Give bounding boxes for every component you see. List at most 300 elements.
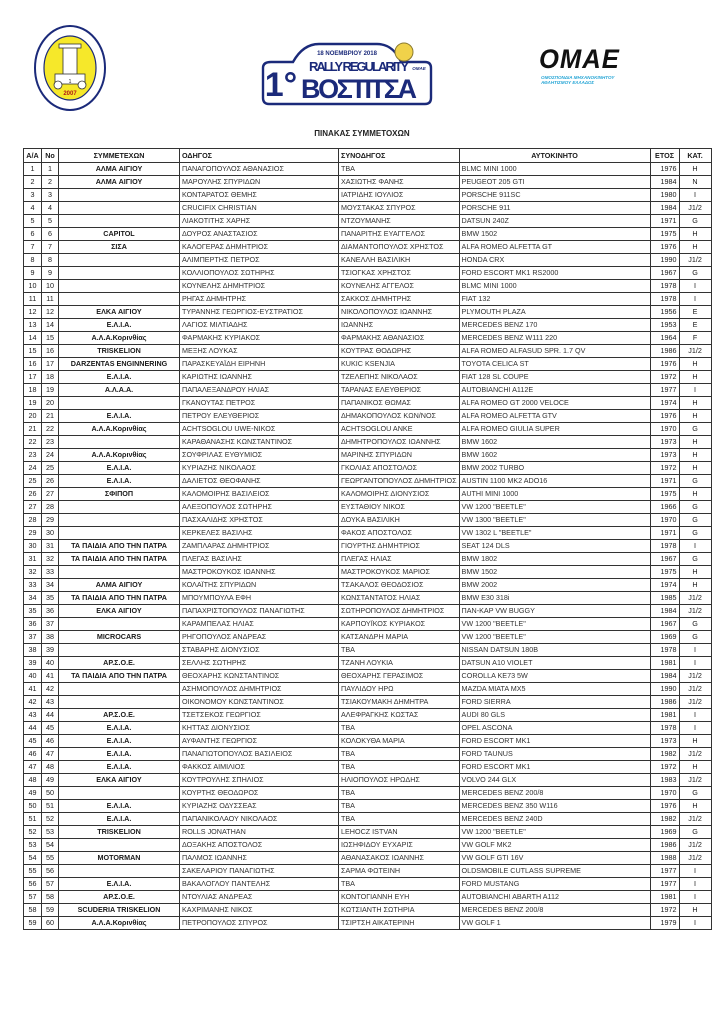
cell-participant: [59, 696, 180, 709]
cell-codriver: ΕΥΣΤΑΘΙΟΥ ΝΙΚΟΣ: [339, 501, 460, 514]
cell-codriver: ΔΙΑΜΑΝΤΟΠΟΥΛΟΣ ΧΡΗΣΤΟΣ: [339, 241, 460, 254]
cell-no: 14: [42, 319, 59, 332]
cell-category: H: [679, 371, 711, 384]
cell-car: VW 1302 L "BEETLE": [459, 527, 650, 540]
cell-codriver: ΝΙΚΟΛΟΠΟΥΛΟΣ ΙΩΑΝΝΗΣ: [339, 306, 460, 319]
cell-category: E: [679, 319, 711, 332]
cell-aa: 43: [24, 709, 42, 722]
cell-codriver: ΧΑΣΙΩΤΗΣ ΦΑΝΗΣ: [339, 176, 460, 189]
cell-driver: ΛΙΑΚΟΤΙΤΗΣ ΧΑΡΗΣ: [180, 215, 339, 228]
cell-car: BMW 2002 TURBO: [459, 462, 650, 475]
table-row: [24, 709, 712, 722]
cell-participant: DARZENTAS ENGINNERING: [59, 358, 180, 371]
cell-driver: ΚΟΛΛΙΟΠΟΥΛΟΣ ΣΩΤΗΡΗΣ: [180, 267, 339, 280]
cell-participant: [59, 267, 180, 280]
cell-category: H: [679, 488, 711, 501]
cell-category: G: [679, 553, 711, 566]
cell-aa: 1: [24, 163, 42, 176]
rally-subtitle: RALLY REGULARITY: [309, 59, 409, 74]
cell-category: I: [679, 384, 711, 397]
table-row: [24, 462, 712, 475]
cell-driver: ΣΟΥΦΡΙΛΑΣ ΕΥΘΥΜΙΟΣ: [180, 449, 339, 462]
cell-car: OLDSMOBILE CUTLASS SUPREME: [459, 865, 650, 878]
cell-codriver: ΗΛΙΟΠΟΥΛΟΣ ΗΡΩΔΗΣ: [339, 774, 460, 787]
cell-no: 4: [42, 202, 59, 215]
cell-participant: MOTORMAN: [59, 852, 180, 865]
cell-year: 1990: [650, 254, 679, 267]
cell-year: 1981: [650, 891, 679, 904]
cell-codriver: ΣΑΚΚΟΣ ΔΗΜΗΤΡΗΣ: [339, 293, 460, 306]
cell-participant: CAPITOL: [59, 228, 180, 241]
omae-subtitle: ΟΜΟΣΠΟΝΔΙΑ ΜΗΧΑΝΟΚΙΝΗΤΟΥ ΑΘΛΗΤΙΣΜΟΥ ΕΛΛΑΔΟΣ: [541, 75, 615, 86]
cell-no: 37: [42, 618, 59, 631]
cell-no: 59: [42, 904, 59, 917]
cell-aa: 46: [24, 748, 42, 761]
table-row: [24, 644, 712, 657]
cell-codriver: ΚΟΥΤΡΑΣ ΘΟΔΩΡΗΣ: [339, 345, 460, 358]
cell-year: 1972: [650, 904, 679, 917]
table-row: [24, 488, 712, 501]
cell-category: H: [679, 241, 711, 254]
cell-car: ALFA ROMEO GT 2000 VELOCE: [459, 397, 650, 410]
cell-participant: Α.Λ.Α.Κορινθίας: [59, 423, 180, 436]
cell-codriver: ΦΑΚΟΣ ΑΠΟΣΤΟΛΟΣ: [339, 527, 460, 540]
cell-year: 1974: [650, 579, 679, 592]
cell-aa: 37: [24, 631, 42, 644]
cell-driver: ΝΤΟΥΛΙΑΣ ΑΝΔΡΕΑΣ: [180, 891, 339, 904]
cell-participant: ΤΑ ΠΑΙΔΙΑ ΑΠΟ ΤΗΝ ΠΑΤΡΑ: [59, 540, 180, 553]
cell-codriver: ΦΑΡΜΑΚΗΣ ΑΘΑΝΑΣΙΟΣ: [339, 332, 460, 345]
table-row: [24, 722, 712, 735]
cell-participant: ΑΡ.Σ.Ο.Ε.: [59, 657, 180, 670]
table-row: [24, 176, 712, 189]
cell-participant: Ε.Λ.Ι.Α.: [59, 475, 180, 488]
cell-participant: Α.Λ.Α.Α.: [59, 384, 180, 397]
table-header-row: [24, 149, 712, 163]
cell-year: 1973: [650, 449, 679, 462]
cell-no: 31: [42, 540, 59, 553]
cell-codriver: ΘΕΟΧΑΡΗΣ ΓΕΡΑΣΙΜΟΣ: [339, 670, 460, 683]
cell-aa: 4: [24, 202, 42, 215]
cell-no: 40: [42, 657, 59, 670]
cell-category: H: [679, 761, 711, 774]
cell-year: 1975: [650, 566, 679, 579]
cell-driver: ΡΗΓΟΠΟΥΛΟΣ ΑΝΔΡΕΑΣ: [180, 631, 339, 644]
cell-driver: ΤΣΕΤΣΕΚΟΣ ΓΕΩΡΓΙΟΣ: [180, 709, 339, 722]
cell-car: PORSCHE 911: [459, 202, 650, 215]
cell-participant: Ε.Λ.Ι.Α.: [59, 878, 180, 891]
cell-no: 3: [42, 189, 59, 202]
cell-car: VW GOLF 1: [459, 917, 650, 930]
table-row: [24, 813, 712, 826]
cell-year: 1975: [650, 228, 679, 241]
cell-car: SEAT 124 DLS: [459, 540, 650, 553]
cell-car: BMW 1602: [459, 449, 650, 462]
cell-car: PLYMOUTH PLAZA: [459, 306, 650, 319]
cell-no: 1: [42, 163, 59, 176]
table-row: [24, 540, 712, 553]
cell-year: 1978: [650, 644, 679, 657]
cell-codriver: ΤΒΑ: [339, 644, 460, 657]
cell-driver: ΜΑΣΤΡΟΚΟΥΚΟΣ ΙΩΑΝΝΗΣ: [180, 566, 339, 579]
cell-participant: [59, 683, 180, 696]
club-emblem-logo: [33, 24, 107, 112]
table-row: [24, 865, 712, 878]
cell-aa: 44: [24, 722, 42, 735]
cell-codriver: ΔΗΜΑΚΟΠΟΥΛΟΣ ΚΩΝ/ΝΟΣ: [339, 410, 460, 423]
table-row: [24, 553, 712, 566]
cell-category: H: [679, 566, 711, 579]
cell-no: 25: [42, 462, 59, 475]
cell-driver: ΚΑΛΟΜΟΙΡΗΣ ΒΑΣΙΛΕΙΟΣ: [180, 488, 339, 501]
cell-participant: Α.Λ.Α.Κορινθίας: [59, 449, 180, 462]
cell-participant: [59, 787, 180, 800]
cell-category: H: [679, 462, 711, 475]
cell-participant: [59, 566, 180, 579]
cell-car: MERCEDES BENZ 200/8: [459, 787, 650, 800]
cell-no: 5: [42, 215, 59, 228]
cell-participant: ΑΛΜΑ ΑΙΓΙΟΥ: [59, 163, 180, 176]
rally-plate-logo: [259, 38, 435, 106]
table-row: [24, 449, 712, 462]
cell-aa: 23: [24, 449, 42, 462]
cell-aa: 58: [24, 904, 42, 917]
table-row: [24, 293, 712, 306]
cell-no: 46: [42, 735, 59, 748]
cell-codriver: ΚΟΥΝΕΛΗΣ ΑΓΓΕΛΟΣ: [339, 280, 460, 293]
cell-codriver: ΓΕΩΡΓΑΝΤΟΠΟΥΛΟΣ ΔΗΜΗΤΡΙΟΣ: [339, 475, 460, 488]
cell-no: 53: [42, 826, 59, 839]
cell-category: J1/2: [679, 345, 711, 358]
table-row: [24, 748, 712, 761]
entry-list-table: [23, 148, 712, 930]
cell-aa: 20: [24, 410, 42, 423]
cell-year: 1969: [650, 826, 679, 839]
cell-aa: 36: [24, 618, 42, 631]
cell-category: H: [679, 800, 711, 813]
cell-no: 47: [42, 748, 59, 761]
cell-codriver: ΚΟΛΟΚΥΘΑ ΜΑΡΙΑ: [339, 735, 460, 748]
cell-codriver: ΜΟΥΣΤΑΚΑΣ ΣΠΥΡΟΣ: [339, 202, 460, 215]
cell-car: BMW 1602: [459, 436, 650, 449]
cell-car: MERCEDES BENZ 350 W116: [459, 800, 650, 813]
cell-codriver: ΠΛΕΓΑΣ ΗΛΙΑΣ: [339, 553, 460, 566]
cell-car: FORD MUSTANG: [459, 878, 650, 891]
cell-no: 24: [42, 449, 59, 462]
table-row: [24, 657, 712, 670]
cell-category: H: [679, 904, 711, 917]
table-row: [24, 631, 712, 644]
cell-codriver: ΤΒΑ: [339, 163, 460, 176]
table-row: [24, 371, 712, 384]
cell-no: 29: [42, 514, 59, 527]
cell-no: 21: [42, 410, 59, 423]
cell-year: 1974: [650, 397, 679, 410]
table-row: [24, 163, 712, 176]
cell-car: FIAT 132: [459, 293, 650, 306]
cell-category: I: [679, 709, 711, 722]
cell-year: 1984: [650, 605, 679, 618]
cell-no: 43: [42, 696, 59, 709]
cell-driver: ΣΑΚΕΛΑΡΙΟΥ ΠΑΝΑΓΙΩΤΗΣ: [180, 865, 339, 878]
cell-car: PEUGEOT 205 GTI: [459, 176, 650, 189]
cell-codriver: ΤΒΑ: [339, 813, 460, 826]
cell-car: BMW E30 318i: [459, 592, 650, 605]
cell-category: I: [679, 189, 711, 202]
table-row: [24, 189, 712, 202]
cell-codriver: ΙΩΑΝΝΗΣ: [339, 319, 460, 332]
cell-car: COROLLA KE73 5W: [459, 670, 650, 683]
cell-category: I: [679, 722, 711, 735]
cell-participant: Ε.Λ.Ι.Α.: [59, 748, 180, 761]
cell-driver: ΑΣΗΜΟΠΟΥΛΟΣ ΔΗΜΗΤΡΙΟΣ: [180, 683, 339, 696]
cell-year: 1985: [650, 592, 679, 605]
table-row: [24, 826, 712, 839]
cell-car: BMW 1802: [459, 553, 650, 566]
cell-category: J1/2: [679, 670, 711, 683]
cell-driver: ΜΕΞΗΣ ΛΟΥΚΑΣ: [180, 345, 339, 358]
cell-car: ALFA ROMEO ALFETTA GT: [459, 241, 650, 254]
cell-year: 1976: [650, 163, 679, 176]
cell-no: 33: [42, 566, 59, 579]
cell-year: 1986: [650, 345, 679, 358]
cell-category: J1/2: [679, 605, 711, 618]
cell-year: 1976: [650, 241, 679, 254]
cell-no: 26: [42, 475, 59, 488]
cell-no: 16: [42, 345, 59, 358]
header-codriver: ΣΥΝΟΔΗΓΟΣ: [339, 149, 460, 163]
cell-driver: ΚΑΡΙΩΤΗΣ ΙΩΑΝΝΗΣ: [180, 371, 339, 384]
cell-car: MERCEDES BENZ 170: [459, 319, 650, 332]
cell-year: 1978: [650, 540, 679, 553]
cell-codriver: ΤΒΑ: [339, 748, 460, 761]
cell-codriver: ΚΑΛΟΜΟΙΡΗΣ ΔΙΟΝΥΣΙΟΣ: [339, 488, 460, 501]
cell-year: 1971: [650, 527, 679, 540]
cell-year: 1967: [650, 618, 679, 631]
cell-car: ALFA ROMEO ALFETTA GTV: [459, 410, 650, 423]
cell-driver: ΚΑΡΑΘΑΝΑΣΗΣ ΚΩΝΣΤΑΝΤΙΝΟΣ: [180, 436, 339, 449]
cell-car: MERCEDES BENZ 240D: [459, 813, 650, 826]
cell-participant: ΑΡ.Σ.Ο.Ε.: [59, 709, 180, 722]
cell-codriver: ΤΒΑ: [339, 787, 460, 800]
cell-aa: 25: [24, 475, 42, 488]
cell-car: AUTOBIANCHI ABARTH A112: [459, 891, 650, 904]
cell-car: MERCEDES BENZ W111 220: [459, 332, 650, 345]
cell-aa: 29: [24, 527, 42, 540]
cell-car: VW 1200 "BEETLE": [459, 631, 650, 644]
cell-codriver: ΠΑΝΑΡΙΤΗΣ ΕΥΑΓΓΕΛΟΣ: [339, 228, 460, 241]
cell-no: 28: [42, 501, 59, 514]
cell-codriver: KUKIC KSENJIA: [339, 358, 460, 371]
cell-driver: ΚΑΧΡΙΜΑΝΗΣ ΝΙΚΟΣ: [180, 904, 339, 917]
cell-driver: ΡΗΓΑΣ ΔΗΜΗΤΡΗΣ: [180, 293, 339, 306]
table-row: [24, 579, 712, 592]
cell-no: 8: [42, 254, 59, 267]
cell-participant: [59, 618, 180, 631]
cell-aa: 10: [24, 280, 42, 293]
cell-year: 1988: [650, 852, 679, 865]
cell-no: 34: [42, 579, 59, 592]
cell-aa: 42: [24, 696, 42, 709]
cell-year: 1966: [650, 501, 679, 514]
cell-category: G: [679, 631, 711, 644]
cell-aa: 26: [24, 488, 42, 501]
cell-no: 42: [42, 683, 59, 696]
cell-category: G: [679, 826, 711, 839]
cell-codriver: ΠΑΥΛΙΔΟΥ ΗΡΩ: [339, 683, 460, 696]
cell-codriver: ΝΤΖΟΥΜΑΝΗΣ: [339, 215, 460, 228]
cell-category: H: [679, 228, 711, 241]
header-no: No: [42, 149, 59, 163]
table-row: [24, 683, 712, 696]
cell-car: AUTHI MINI 1000: [459, 488, 650, 501]
table-row: [24, 241, 712, 254]
cell-codriver: ΚΩΝΣΤΑΝΤΑΤΟΣ ΗΛΙΑΣ: [339, 592, 460, 605]
cell-category: H: [679, 410, 711, 423]
table-row: [24, 280, 712, 293]
cell-no: 55: [42, 852, 59, 865]
cell-car: FORD ESCORT MK1 RS2000: [459, 267, 650, 280]
cell-aa: 57: [24, 891, 42, 904]
cell-driver: ΤΥΡΑΝΝΗΣ ΓΕΩΡΓΙΟΣ-ΕΥΣΤΡΑΤΙΟΣ: [180, 306, 339, 319]
cell-category: J1/2: [679, 839, 711, 852]
table-row: [24, 267, 712, 280]
cell-category: G: [679, 215, 711, 228]
table-row: [24, 839, 712, 852]
cell-category: H: [679, 449, 711, 462]
cell-aa: 14: [24, 332, 42, 345]
cell-category: I: [679, 917, 711, 930]
cell-participant: [59, 865, 180, 878]
cell-no: 39: [42, 644, 59, 657]
cell-participant: [59, 280, 180, 293]
cell-car: HONDA CRX: [459, 254, 650, 267]
cell-aa: 41: [24, 683, 42, 696]
cell-aa: 59: [24, 917, 42, 930]
cell-car: NISSAN DATSUN 180B: [459, 644, 650, 657]
cell-driver: ΓΚΑΝΟΥΤΑΣ ΠΕΤΡΟΣ: [180, 397, 339, 410]
cell-driver: ΚΑΡΑΜΠΕΛΑΣ ΗΛΙΑΣ: [180, 618, 339, 631]
cell-aa: 13: [24, 319, 42, 332]
cell-aa: 31: [24, 553, 42, 566]
cell-no: 52: [42, 813, 59, 826]
cell-aa: 33: [24, 579, 42, 592]
cell-car: VW 1300 "BEETLE": [459, 514, 650, 527]
cell-driver: ΔΟΞΑΚΗΣ ΑΠΟΣΤΟΛΟΣ: [180, 839, 339, 852]
cell-category: H: [679, 579, 711, 592]
cell-aa: 19: [24, 397, 42, 410]
cell-codriver: LEHOCZ ISTVAN: [339, 826, 460, 839]
cell-category: N: [679, 176, 711, 189]
cell-year: 1984: [650, 202, 679, 215]
cell-participant: ΤΑ ΠΑΙΔΙΑ ΑΠΟ ΤΗΝ ΠΑΤΡΑ: [59, 553, 180, 566]
cell-no: 36: [42, 605, 59, 618]
cell-aa: 16: [24, 358, 42, 371]
cell-category: J1/2: [679, 696, 711, 709]
cell-year: 1984: [650, 176, 679, 189]
cell-driver: ΑΛΙΜΠΕΡΤΗΣ ΠΕΤΡΟΣ: [180, 254, 339, 267]
table-row: [24, 891, 712, 904]
cell-category: I: [679, 878, 711, 891]
cell-driver: ΠΑΝΑΓΟΠΟΥΛΟΣ ΑΘΑΝΑΣΙΟΣ: [180, 163, 339, 176]
table-row: [24, 306, 712, 319]
table-row: [24, 215, 712, 228]
cell-aa: 45: [24, 735, 42, 748]
cell-no: 6: [42, 228, 59, 241]
cell-participant: [59, 514, 180, 527]
cell-no: 11: [42, 293, 59, 306]
cell-year: 1970: [650, 423, 679, 436]
cell-codriver: ΚΟΝΤΟΓΙΑΝΝΗ ΕΥΗ: [339, 891, 460, 904]
cell-aa: 50: [24, 800, 42, 813]
table-row: [24, 618, 712, 631]
cell-participant: Ε.Λ.Ι.Α.: [59, 462, 180, 475]
cell-codriver: ΓΙΟΥΡΤΗΣ ΔΗΜΗΤΡΙΟΣ: [339, 540, 460, 553]
cell-participant: ΑΡ.Σ.Ο.Ε.: [59, 891, 180, 904]
cell-category: E: [679, 306, 711, 319]
cell-driver: ΠΕΤΡΟΥ ΕΛΕΥΘΕΡΙΟΣ: [180, 410, 339, 423]
cell-driver: ΠΑΣΧΑΛΙΔΗΣ ΧΡΗΣΤΟΣ: [180, 514, 339, 527]
rally-name: ΒΟΣΤΙΤΣΑ: [301, 74, 417, 104]
cell-no: 44: [42, 709, 59, 722]
cell-category: J1/2: [679, 202, 711, 215]
cell-year: 1986: [650, 839, 679, 852]
cell-aa: 9: [24, 267, 42, 280]
cell-driver: ΑΥΦΑΝΤΗΣ ΓΕΩΡΓΙΟΣ: [180, 735, 339, 748]
header-participant: ΣΥΜΜΕΤΕΧΩΝ: [59, 149, 180, 163]
cell-participant: [59, 189, 180, 202]
cell-car: VW 1200 "BEETLE": [459, 618, 650, 631]
cell-category: G: [679, 787, 711, 800]
cell-aa: 27: [24, 501, 42, 514]
cell-aa: 8: [24, 254, 42, 267]
cell-driver: CRUCIFIX CHRISTIAN: [180, 202, 339, 215]
cell-driver: ΑΛΕΞΟΠΟΥΛΟΣ ΣΩΤΗΡΗΣ: [180, 501, 339, 514]
cell-year: 1983: [650, 774, 679, 787]
cell-driver: ΣΤΑΒΑΡΗΣ ΔΙΟΝΥΣΙΟΣ: [180, 644, 339, 657]
cell-year: 1980: [650, 189, 679, 202]
cell-year: 1977: [650, 865, 679, 878]
cell-no: 7: [42, 241, 59, 254]
cell-year: 1970: [650, 514, 679, 527]
cell-participant: Ε.Λ.Ι.Α.: [59, 735, 180, 748]
omae-wordmark: OMAE: [539, 44, 620, 74]
table-row: [24, 592, 712, 605]
cell-no: 12: [42, 306, 59, 319]
cell-aa: 2: [24, 176, 42, 189]
cell-participant: Ε.Λ.Ι.Α.: [59, 410, 180, 423]
cell-aa: 51: [24, 813, 42, 826]
cell-aa: 55: [24, 865, 42, 878]
table-row: [24, 696, 712, 709]
cell-participant: ΣΙΣΑ: [59, 241, 180, 254]
table-row: [24, 501, 712, 514]
cell-codriver: ΤΣΑΚΑΛΟΣ ΘΕΟΔΟΣΙΟΣ: [339, 579, 460, 592]
cell-codriver: ΤΑΡΑΝΑΣ ΕΛΕΥΘΕΡΙΟΣ: [339, 384, 460, 397]
cell-car: OPEL ASCONA: [459, 722, 650, 735]
cell-year: 1977: [650, 384, 679, 397]
cell-year: 1971: [650, 215, 679, 228]
cell-driver: ΣΕΛΛΗΣ ΣΩΤΗΡΗΣ: [180, 657, 339, 670]
cell-participant: [59, 644, 180, 657]
cell-codriver: ΜΑΡΙΝΗΣ ΣΠΥΡΙΔΩΝ: [339, 449, 460, 462]
cell-codriver: ΤΖΑΝΗ ΛΟΥΚΙΑ: [339, 657, 460, 670]
cell-aa: 47: [24, 761, 42, 774]
cell-driver: ΚΑΛΟΓΕΡΑΣ ΔΗΜΗΤΡΙΟΣ: [180, 241, 339, 254]
cell-year: 1972: [650, 371, 679, 384]
cell-driver: ΚΟΥΡΤΗΣ ΘΕΟΔΩΡΟΣ: [180, 787, 339, 800]
cell-car: MERCEDES BENZ 200/8: [459, 904, 650, 917]
